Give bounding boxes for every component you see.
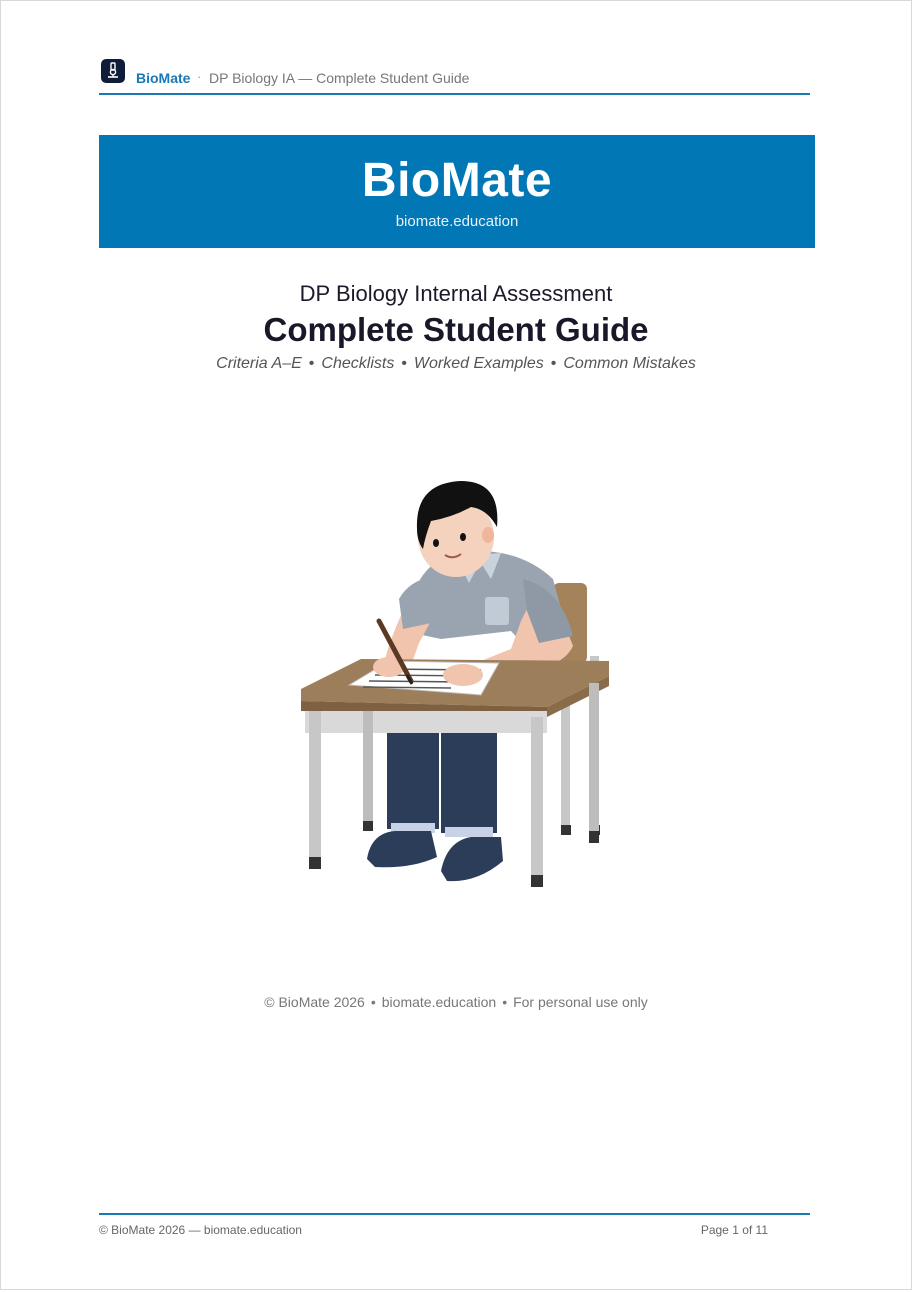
cover-copyright: © BioMate 2026 • biomate.education • For personal use only [264, 994, 648, 1010]
student-writing-illustration [291, 471, 621, 891]
copyright-usage: For personal use only [513, 994, 648, 1010]
tagline-item: Common Mistakes [563, 355, 696, 372]
page-number: Page 1 of 11 [700, 1223, 768, 1237]
header-subtitle: DP Biology IA — Complete Student Guide [209, 70, 470, 86]
cover-kicker: DP Biology Internal Assessment [299, 281, 613, 306]
banner-title: BioMate [361, 154, 553, 207]
tagline-item: Worked Examples [413, 355, 544, 372]
footer-copyright: © BioMate 2026 — biomate.education [99, 1223, 302, 1237]
running-footer [99, 1213, 810, 1237]
tagline-item: Checklists [321, 355, 395, 372]
header-separator: · [197, 69, 202, 84]
banner-url: biomate.education [395, 213, 519, 230]
header-brand: BioMate [136, 70, 191, 86]
microscope-icon [101, 59, 125, 83]
cover-tagline: Criteria A–E • Checklists • Worked Examples • Common Mistakes [216, 355, 696, 372]
copyright-text: © BioMate 2026 [264, 994, 365, 1010]
cover-title: Complete Student Guide [263, 311, 649, 348]
copyright-url: biomate.education [381, 994, 497, 1010]
tagline-item: Criteria A–E [216, 355, 302, 372]
running-header [99, 57, 810, 95]
brand-banner [99, 135, 815, 248]
